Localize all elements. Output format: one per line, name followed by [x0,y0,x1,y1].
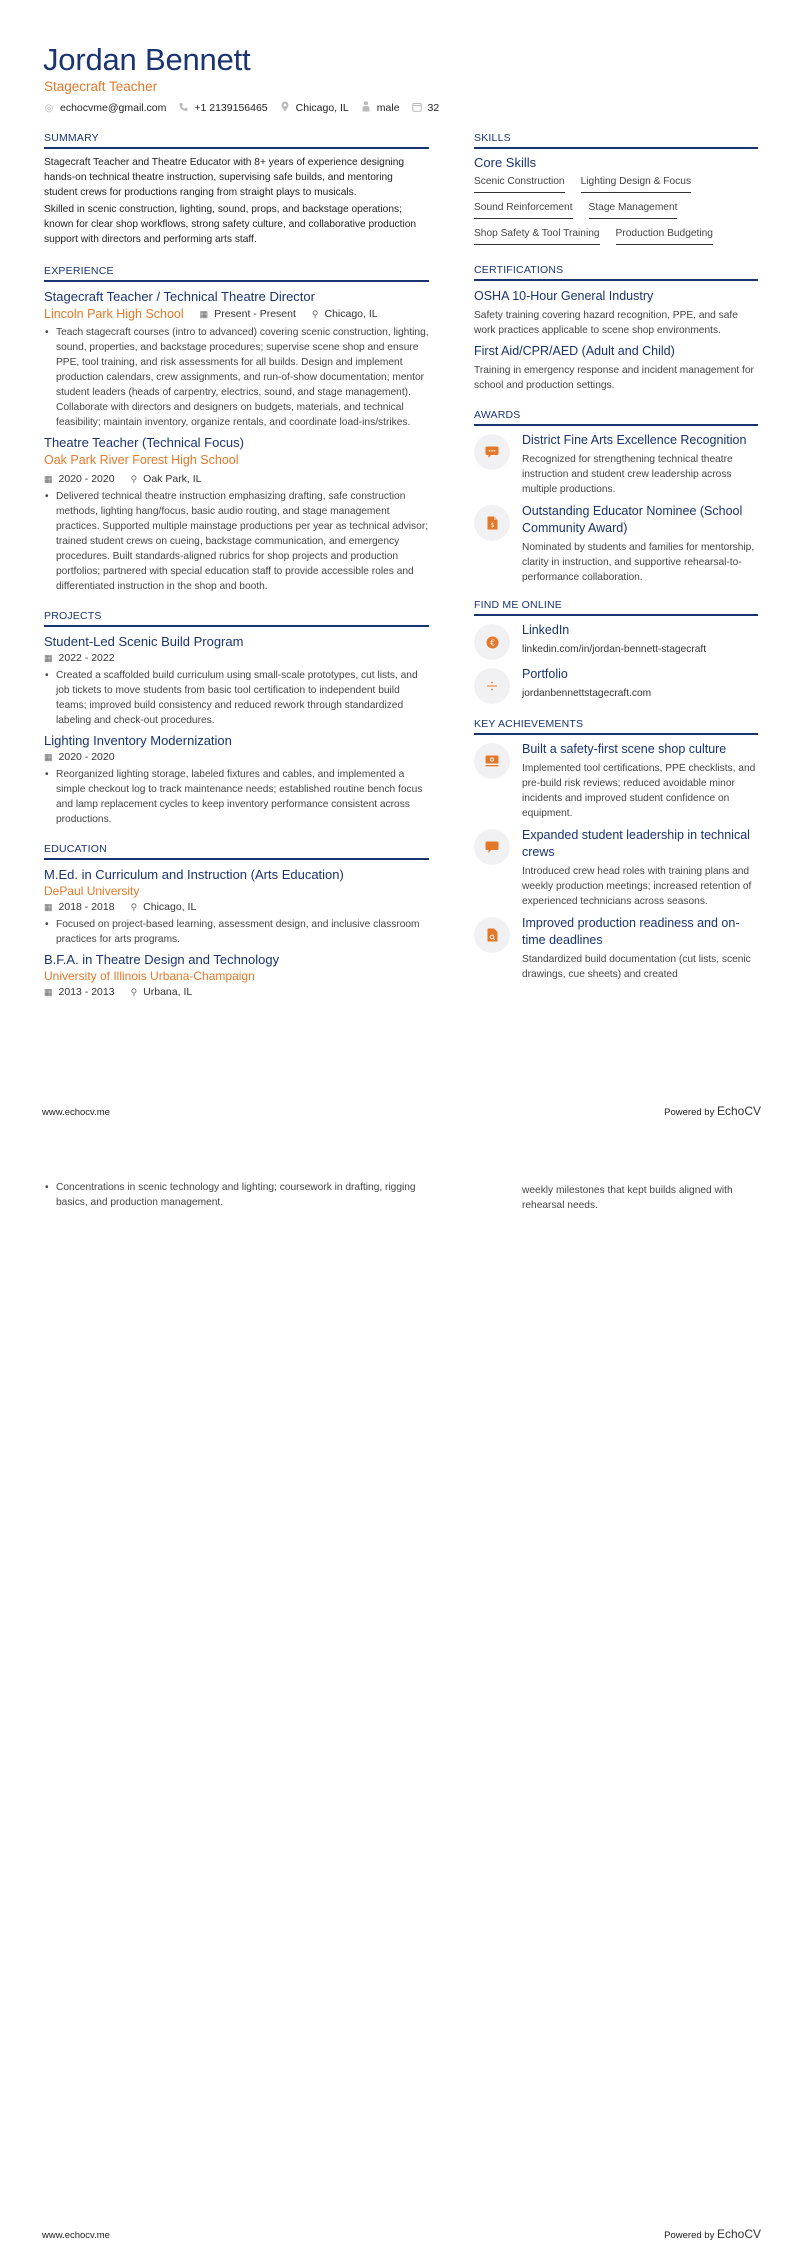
certification-title: OSHA 10-Hour General Industry [474,289,654,303]
left-column-continued [44,1178,429,1214]
achievements-section [474,718,758,982]
calendar-icon: ▦ [44,987,53,997]
skill-tag: Production Budgeting [616,226,713,245]
experience-item [44,434,429,594]
location-pin-icon: ⚲ [130,902,138,912]
achievement-desc: Standardized build documentation (cut lists, scenic drawings, cue sheets) and created [522,954,751,980]
skill-tag: Scenic Construction [474,174,565,193]
gender-text: male [376,102,400,114]
education-section [44,843,429,1000]
job-location [131,471,202,487]
achievements-heading: KEY ACHIEVEMENTS [474,718,758,735]
education-meta [44,984,429,1000]
job-meta-row [44,305,429,323]
right-column-continued [474,1180,758,1213]
skill-tag: Sound Reinforcement [474,200,573,219]
achievement-title: Expanded student leadership in technical crews [522,828,750,859]
project-item [44,732,429,827]
summary-heading: SUMMARY [44,132,429,149]
monitor-icon [474,743,510,779]
award-item [474,432,758,497]
online-body [522,666,758,704]
bullet-item: • Concentrations in scenic technology and lighting; coursework in drafting, rigging basics, and production management. [44,1180,429,1210]
employer: Lincoln Park High School [44,307,184,321]
school-name: University of Illinois Urbana-Champaign [44,969,255,983]
speech-bubble-icon [474,434,510,470]
contact-phone[interactable] [178,102,267,115]
location-pin-icon: ⚲ [311,309,319,319]
award-desc: Nominated by students and families for mentorship, clarity in instruction, and supportive rehearsal-to-performance collaboration. [522,542,755,583]
achievement-item [474,915,758,982]
skills-section [474,132,758,252]
project-title: Student-Led Scenic Build Program [44,634,244,649]
employer: Oak Park River Forest High School [44,453,239,467]
online-title: Portfolio [522,667,568,681]
project-item [44,633,429,728]
bullet-item: • Reorganized lighting storage, labeled fixtures and cables, and implemented a simple checkout log to track maintenance needs; established routine bench focus and lamp replacement cycles to keep inventory performance consistent across productions. [44,767,429,827]
education-location [131,984,193,1000]
footer-site-link[interactable]: www.echocv.me [42,2230,110,2241]
job-title: Stagecraft Teacher / Technical Theatre Director [44,289,315,304]
online-section [474,599,758,704]
online-link[interactable]: jordanbennettstagecraft.com [522,688,652,699]
bullet-item: • Focused on project-based learning, assessment design, and inclusive classroom practices for arts programs. [44,917,429,947]
certifications-heading: CERTIFICATIONS [474,264,758,281]
online-heading: FIND ME ONLINE [474,599,758,616]
bullet-item: • Created a scaffolded build curriculum using small-scale prototypes, cut lists, and job tickets to move students from basic tool certification to independent build teams; improved build consistency and reduced rework through standardized labeling and check-out procedures. [44,668,429,728]
job-meta [200,306,394,322]
project-meta [44,650,429,666]
bullet-item: • Teach stagecraft courses (intro to advanced) covering scenic construction, lighting, sound, properties, and backstage procedures; supervise scene shop and ensure PPE, tool training, and risk assessments for all builds. Design and implement production calendars, crew assignments, and run-of-show documentation; mentor student leaders (heads of carpentry, electrics, sound, and stage management). Collaborate with directors and designers on budgets, materials, and technical feasibility; maintain inventory, organize rentals, and coordinate load-ins/strikes. [44,325,429,430]
date-text: 2018 - 2018 [58,901,115,913]
certification-title: First Aid/CPR/AED (Adult and Child) [474,344,675,358]
location-text: Chicago, IL [324,308,378,320]
location-text: Oak Park, IL [143,473,202,485]
job-dates [44,471,115,487]
education-item [44,951,429,1000]
education-item [44,866,429,947]
location-pin-icon: ⚲ [130,987,138,997]
summary-paragraph: Skilled in scenic construction, lighting, sound, props, and backstage operations; known for clear shop workflows, strong safety culture, and collaborative production support with directors and performing arts staff. [44,204,417,245]
experience-item [44,288,429,430]
job-bullets [44,489,429,594]
certification-desc: Safety training covering hazard recognition, PPE, and safe work practices applicable to scene shop environments. [474,310,738,336]
certification-item [474,342,758,393]
skills-heading: SKILLS [474,132,758,149]
at-icon: ◎ [44,102,54,114]
degree-title: M.Ed. in Curriculum and Instruction (Arts Education) [44,867,344,882]
location-text: Chicago, IL [143,901,197,913]
candidate-name: Jordan Bennett [43,42,251,77]
award-title: Outstanding Educator Nominee (School Community Award) [522,504,743,535]
date-text: 2020 - 2020 [58,473,115,485]
education-heading: EDUCATION [44,843,429,860]
award-body [522,503,758,585]
education-location [131,899,197,915]
document-dollar-icon [474,505,510,541]
achievement-title: Built a safety-first scene shop culture [522,742,727,756]
contact-location [280,101,349,115]
location-text: Chicago, IL [295,102,349,114]
resume-page-2 [0,1123,794,2246]
achievement-body [522,827,758,909]
calendar-icon: ▦ [44,902,53,912]
person-icon [361,101,371,115]
school-name: DePaul University [44,884,140,898]
award-body [522,432,758,497]
achievement-desc: Introduced crew head roles with training plans and weekly production meetings; increased retention of experienced technicians across seasons. [522,866,752,907]
experience-heading: EXPERIENCE [44,265,429,282]
contact-gender [361,101,400,115]
brand-name: EchoCV [716,2227,761,2241]
certification-desc: Training in emergency response and incident management for school and production settings. [474,365,754,391]
project-meta [44,749,429,765]
calendar-icon: ▦ [44,474,53,484]
certification-item [474,287,758,338]
speech-bubble-icon [474,829,510,865]
age-text: 32 [427,102,440,114]
svg-text:€: € [489,637,495,647]
calendar-icon: ▦ [44,752,53,762]
project-dates [44,749,115,765]
skills-list [474,174,758,252]
candidate-title: Stagecraft Teacher [44,79,158,94]
calendar-icon [412,102,422,115]
left-column [44,132,429,1000]
contact-email[interactable] [44,102,166,114]
skill-group-title: Core Skills [474,155,537,170]
online-title: LinkedIn [522,623,570,637]
svg-text:$: $ [490,522,494,529]
skill-tag: Lighting Design & Focus [581,174,691,193]
project-bullets [44,767,429,827]
job-bullets [44,325,429,430]
achievement-desc: Implemented tool certifications, PPE checklists, and pre-build risk reviews; reduced avoidable minor incidents and improved student confidence on equipment. [522,763,756,819]
date-text: 2020 - 2020 [58,751,115,763]
divide-icon [474,668,510,704]
phone-icon [178,102,188,115]
brand-name: EchoCV [716,1104,761,1118]
education-meta [44,899,429,915]
right-column [474,132,758,988]
achievement-title: Improved production readiness and on-time deadlines [522,916,740,947]
education-bullets [44,1180,429,1210]
powered-by [664,2227,761,2241]
job-meta [44,471,429,487]
date-text: Present - Present [214,308,296,320]
document-search-icon [474,917,510,953]
project-bullets [44,668,429,728]
job-dates [200,306,296,322]
achievement-item [474,827,758,909]
online-item[interactable] [474,622,758,660]
degree-title: B.F.A. in Theatre Design and Technology [44,952,280,967]
project-dates [44,650,115,666]
online-body [522,622,758,660]
project-title: Lighting Inventory Modernization [44,733,232,748]
projects-section [44,610,429,827]
skill-tag: Stage Management [589,200,678,219]
achievement-body [522,915,758,982]
date-text: 2013 - 2013 [58,986,115,998]
powered-by-label: Powered by [664,1107,715,1118]
awards-section [474,409,758,585]
powered-by [664,1104,761,1118]
skill-tag: Shop Safety & Tool Training [474,226,600,245]
contact-bar [44,101,451,115]
achievement-item [474,741,758,821]
location-text: Urbana, IL [143,986,193,998]
online-item[interactable] [474,666,758,704]
awards-heading: AWARDS [474,409,758,426]
achievement-desc: weekly milestones that kept builds aligned with rehearsal needs. [522,1185,733,1211]
calendar-icon: ▦ [44,653,53,663]
online-link[interactable]: linkedin.com/in/jordan-bennett-stagecraft [522,644,707,655]
education-dates [44,899,115,915]
education-bullets [44,917,429,947]
euro-coin-icon [474,624,510,660]
date-text: 2022 - 2022 [58,652,115,664]
job-location [312,306,378,322]
powered-by-label: Powered by [664,2230,715,2241]
footer-site-link[interactable]: www.echocv.me [42,1107,110,1118]
contact-age [412,102,440,115]
calendar-icon: ▦ [199,309,209,319]
email-text: echocvme@gmail.com [60,102,167,114]
education-dates [44,984,115,1000]
award-desc: Recognized for strengthening technical theatre instruction and student crew leadership across multiple productions. [522,454,733,495]
job-title: Theatre Teacher (Technical Focus) [44,435,244,450]
award-title: District Fine Arts Excellence Recognition [522,433,747,447]
award-item [474,503,758,585]
location-pin-icon: ⚲ [130,474,138,484]
phone-text: +1 2139156465 [194,102,268,114]
summary-section [44,132,429,247]
summary-paragraph: Stagecraft Teacher and Theatre Educator with 8+ years of experience designing hands-on technical theatre instruction, supervising safe builds, and mentoring student crews for productions ranging from straight plays to musicals. [44,157,405,198]
bullet-item: • Delivered technical theatre instruction emphasizing drafting, safe construction methods, lighting hang/focus, basic audio routing, and stage management practices. Supported multiple mainstage productions per year as technical advisor; trained student crews on cueing, backstage communication, and emergency procedures. Built standards-aligned rubrics for shop projects and production portfolios; partnered with special education staff to provide accessible roles and differentiated instruction in the shop and booth. [44,489,429,594]
experience-section [44,265,429,594]
certifications-section [474,264,758,393]
achievement-body [522,741,758,821]
projects-heading: PROJECTS [44,610,429,627]
location-pin-icon [280,101,290,115]
